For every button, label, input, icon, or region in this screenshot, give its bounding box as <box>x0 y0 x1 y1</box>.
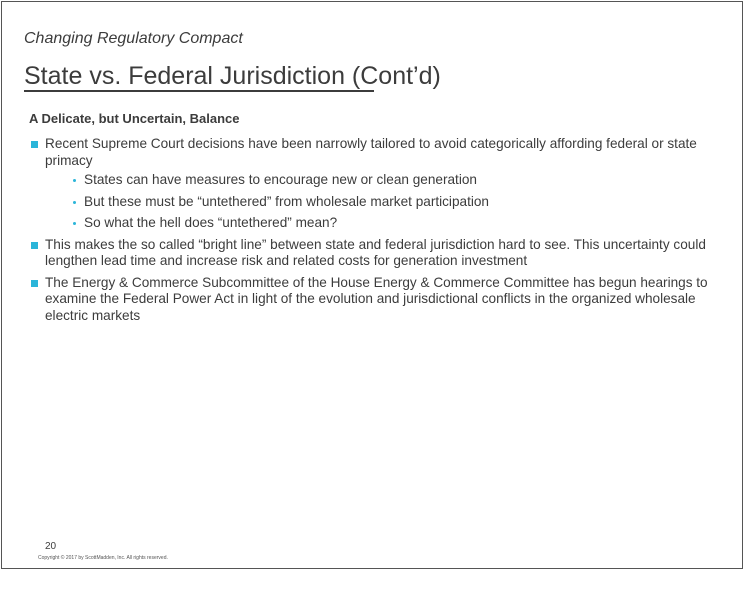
sub-bullet-item <box>45 215 718 232</box>
dot-bullet-icon <box>73 222 76 225</box>
page-title: State vs. Federal Jurisdiction (Cont’d) <box>24 62 441 90</box>
square-bullet-icon <box>31 280 38 287</box>
bullet-list <box>28 136 718 329</box>
slide <box>1 1 743 569</box>
sub-bullet-text: So what the hell does “untethered” mean? <box>84 215 338 230</box>
sub-bullet-list <box>45 172 718 232</box>
bullet-item <box>28 237 718 270</box>
sub-bullet-item <box>45 172 718 189</box>
bullet-item <box>28 275 718 325</box>
square-bullet-icon <box>31 242 38 249</box>
sub-bullet-text: States can have measures to encourage new or clean generation <box>84 172 477 187</box>
bullet-text: This makes the so called “bright line” between state and federal jurisdiction hard to see. This uncertainty could lengthen lead time and increase risk and related costs for generation investment <box>45 236 706 268</box>
sub-bullet-item <box>45 194 718 211</box>
bullet-text: The Energy & Commerce Subcommittee of the House Energy & Commerce Committee has begun hearings to examine the Federal Power Act in light of the evolution and jurisdictional conflicts in the organized wholesale electric markets <box>45 274 708 323</box>
subheading: A Delicate, but Uncertain, Balance <box>29 111 240 126</box>
copyright-notice: Copyright © 2017 by ScottMadden, Inc. All rights reserved. <box>38 555 168 561</box>
page-number: 20 <box>45 541 57 552</box>
title-underline <box>24 90 374 92</box>
dot-bullet-icon <box>73 179 76 182</box>
bullet-item <box>28 136 718 232</box>
dot-bullet-icon <box>73 201 76 204</box>
sub-bullet-text: But these must be “untethered” from wholesale market participation <box>84 193 489 209</box>
bullet-text: Recent Supreme Court decisions have been narrowly tailored to avoid categorically affording federal or state primacy <box>45 136 697 168</box>
section-title: Changing Regulatory Compact <box>24 30 243 47</box>
square-bullet-icon <box>31 141 38 148</box>
